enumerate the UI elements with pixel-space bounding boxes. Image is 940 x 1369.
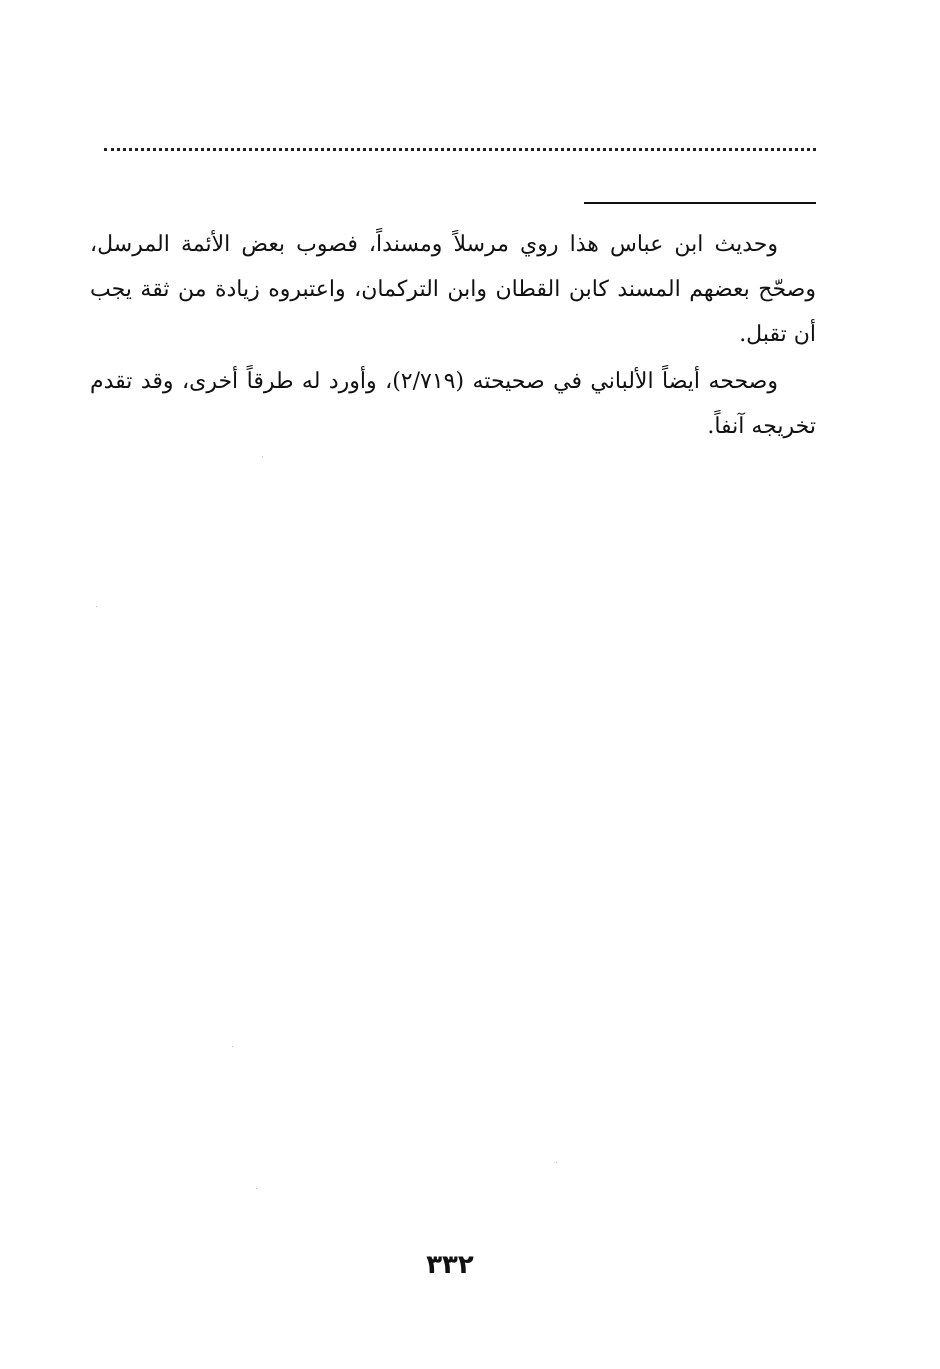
- footnote-separator-line: [584, 202, 816, 204]
- dotted-separator: [104, 148, 816, 151]
- scan-speck: [96, 606, 97, 607]
- scan-speck: [262, 456, 263, 457]
- scan-speck: [556, 1162, 557, 1163]
- footnote-paragraph-2: وصححه أيضاً الألباني في صحيحته (٢/٧١٩)، وأورد له طرقاً أخرى، وقد تقدم تخريجه آنفاً.: [90, 369, 816, 439]
- footnotes-section: [90, 222, 816, 451]
- scan-speck: [256, 1188, 257, 1189]
- page-number: ٣٣٢: [426, 1250, 474, 1280]
- scan-speck: [232, 1046, 233, 1047]
- footnote-paragraph-1: وحديث ابن عباس هذا روي مرسلاً ومسنداً، فصوب بعض الأئمة المرسل، وصحّح بعضهم المسند كابن القطان وابن التركمان، واعتبروه زيادة من ثقة يجب أن تقبل.: [90, 232, 816, 347]
